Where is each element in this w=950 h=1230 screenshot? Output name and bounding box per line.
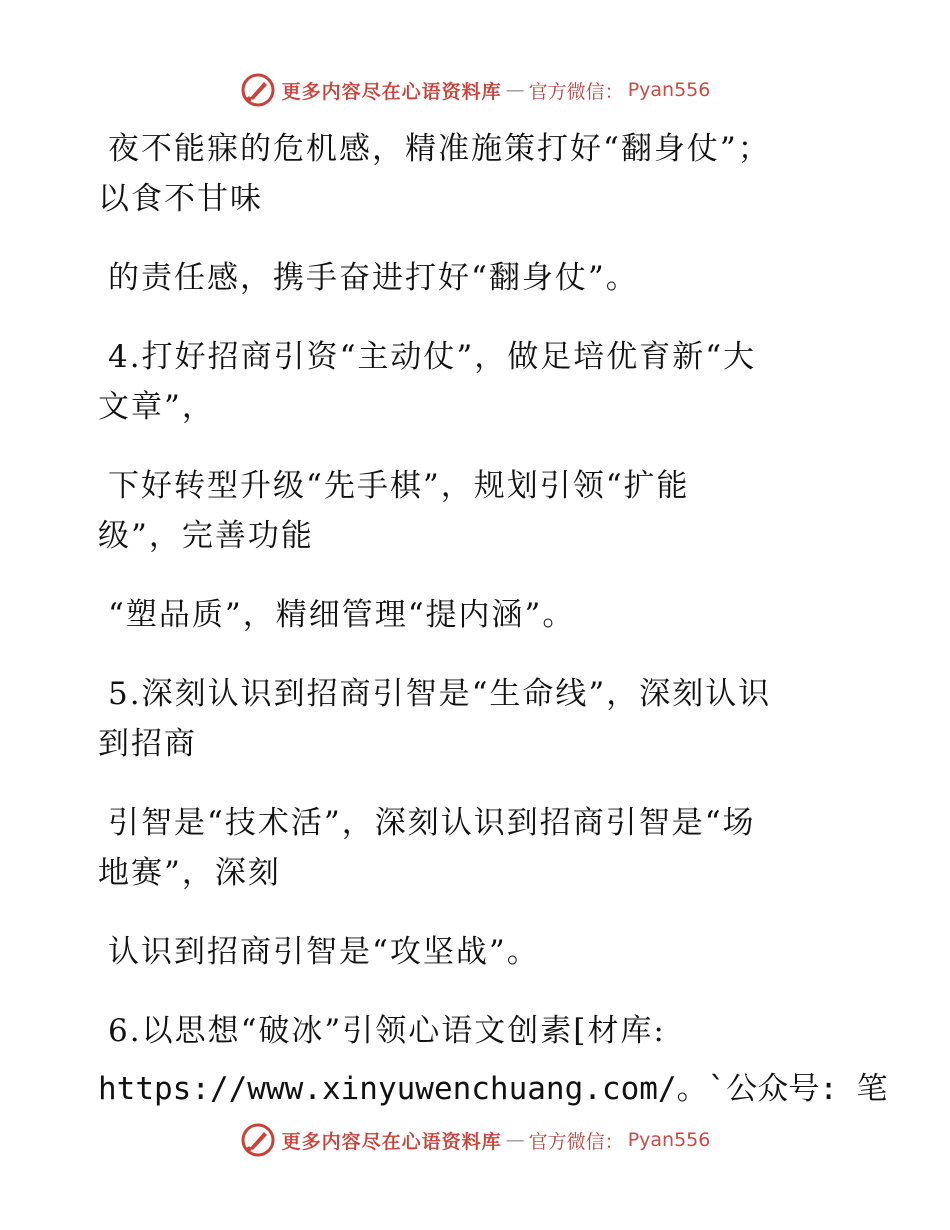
- document-body: [98, 120, 888, 1139]
- text-line: 下好转型升级“先手棋”，规划引领“扩能: [108, 468, 690, 504]
- paragraph-4: [98, 457, 858, 565]
- paragraph-8: [98, 923, 858, 981]
- paragraph-5: [98, 586, 858, 644]
- watermark-brand: 更多内容尽在心语资料库: [281, 1130, 502, 1153]
- text-line: 4.打好招商引资“主动仗”，做足培优育新“大: [108, 339, 757, 375]
- watermark-separator: —: [505, 79, 525, 101]
- pen-seal-icon: [240, 1122, 276, 1158]
- watermark-wechat-id: Pyan556: [627, 79, 711, 101]
- text-line: 5.深刻认识到招商引智是“生命线”，深刻认识: [108, 676, 772, 712]
- paragraph-3: [98, 328, 858, 436]
- watermark-wechat-label: 官方微信：: [528, 1130, 624, 1153]
- text-line: 引智是“技术活”，深刻认识到招商引智是“场: [108, 805, 756, 841]
- text-line: 文章”，: [98, 389, 215, 425]
- text-line: 到招商: [98, 726, 197, 762]
- text-line: 认识到招商引智是“攻坚战”。: [108, 934, 540, 970]
- watermark-separator: —: [505, 1129, 525, 1151]
- text-line: 以食不甘味: [98, 181, 263, 217]
- paragraph-7: [98, 794, 858, 902]
- text-line: 夜不能寐的危机感，精准施策打好“翻身仗”；: [108, 131, 771, 167]
- url-line: https://www.xinyuwenchuang.com/。`公众号: 笔: [98, 1071, 888, 1107]
- paragraph-1: [98, 120, 858, 228]
- watermark-brand: 更多内容尽在心语资料库: [281, 80, 502, 103]
- watermark-wechat-id: Pyan556: [627, 1129, 711, 1151]
- paragraph-9: [98, 1002, 888, 1118]
- text-line: “塑品质”，精细管理“提内涵”。: [108, 597, 576, 633]
- text-line: 的责任感，携手奋进打好“翻身仗”。: [108, 260, 639, 296]
- text-line: 地赛”，深刻: [98, 855, 281, 891]
- watermark-wechat-label: 官方微信：: [528, 80, 624, 103]
- paragraph-2: [98, 249, 858, 307]
- paragraph-6: [98, 665, 858, 773]
- footer-watermark: [0, 1120, 950, 1160]
- header-watermark: [0, 70, 950, 110]
- pen-seal-icon: [240, 72, 276, 108]
- text-line: 级”，完善功能: [98, 518, 314, 554]
- text-line: 6.以思想“破冰”引领心语文创素[材库:: [108, 1013, 666, 1049]
